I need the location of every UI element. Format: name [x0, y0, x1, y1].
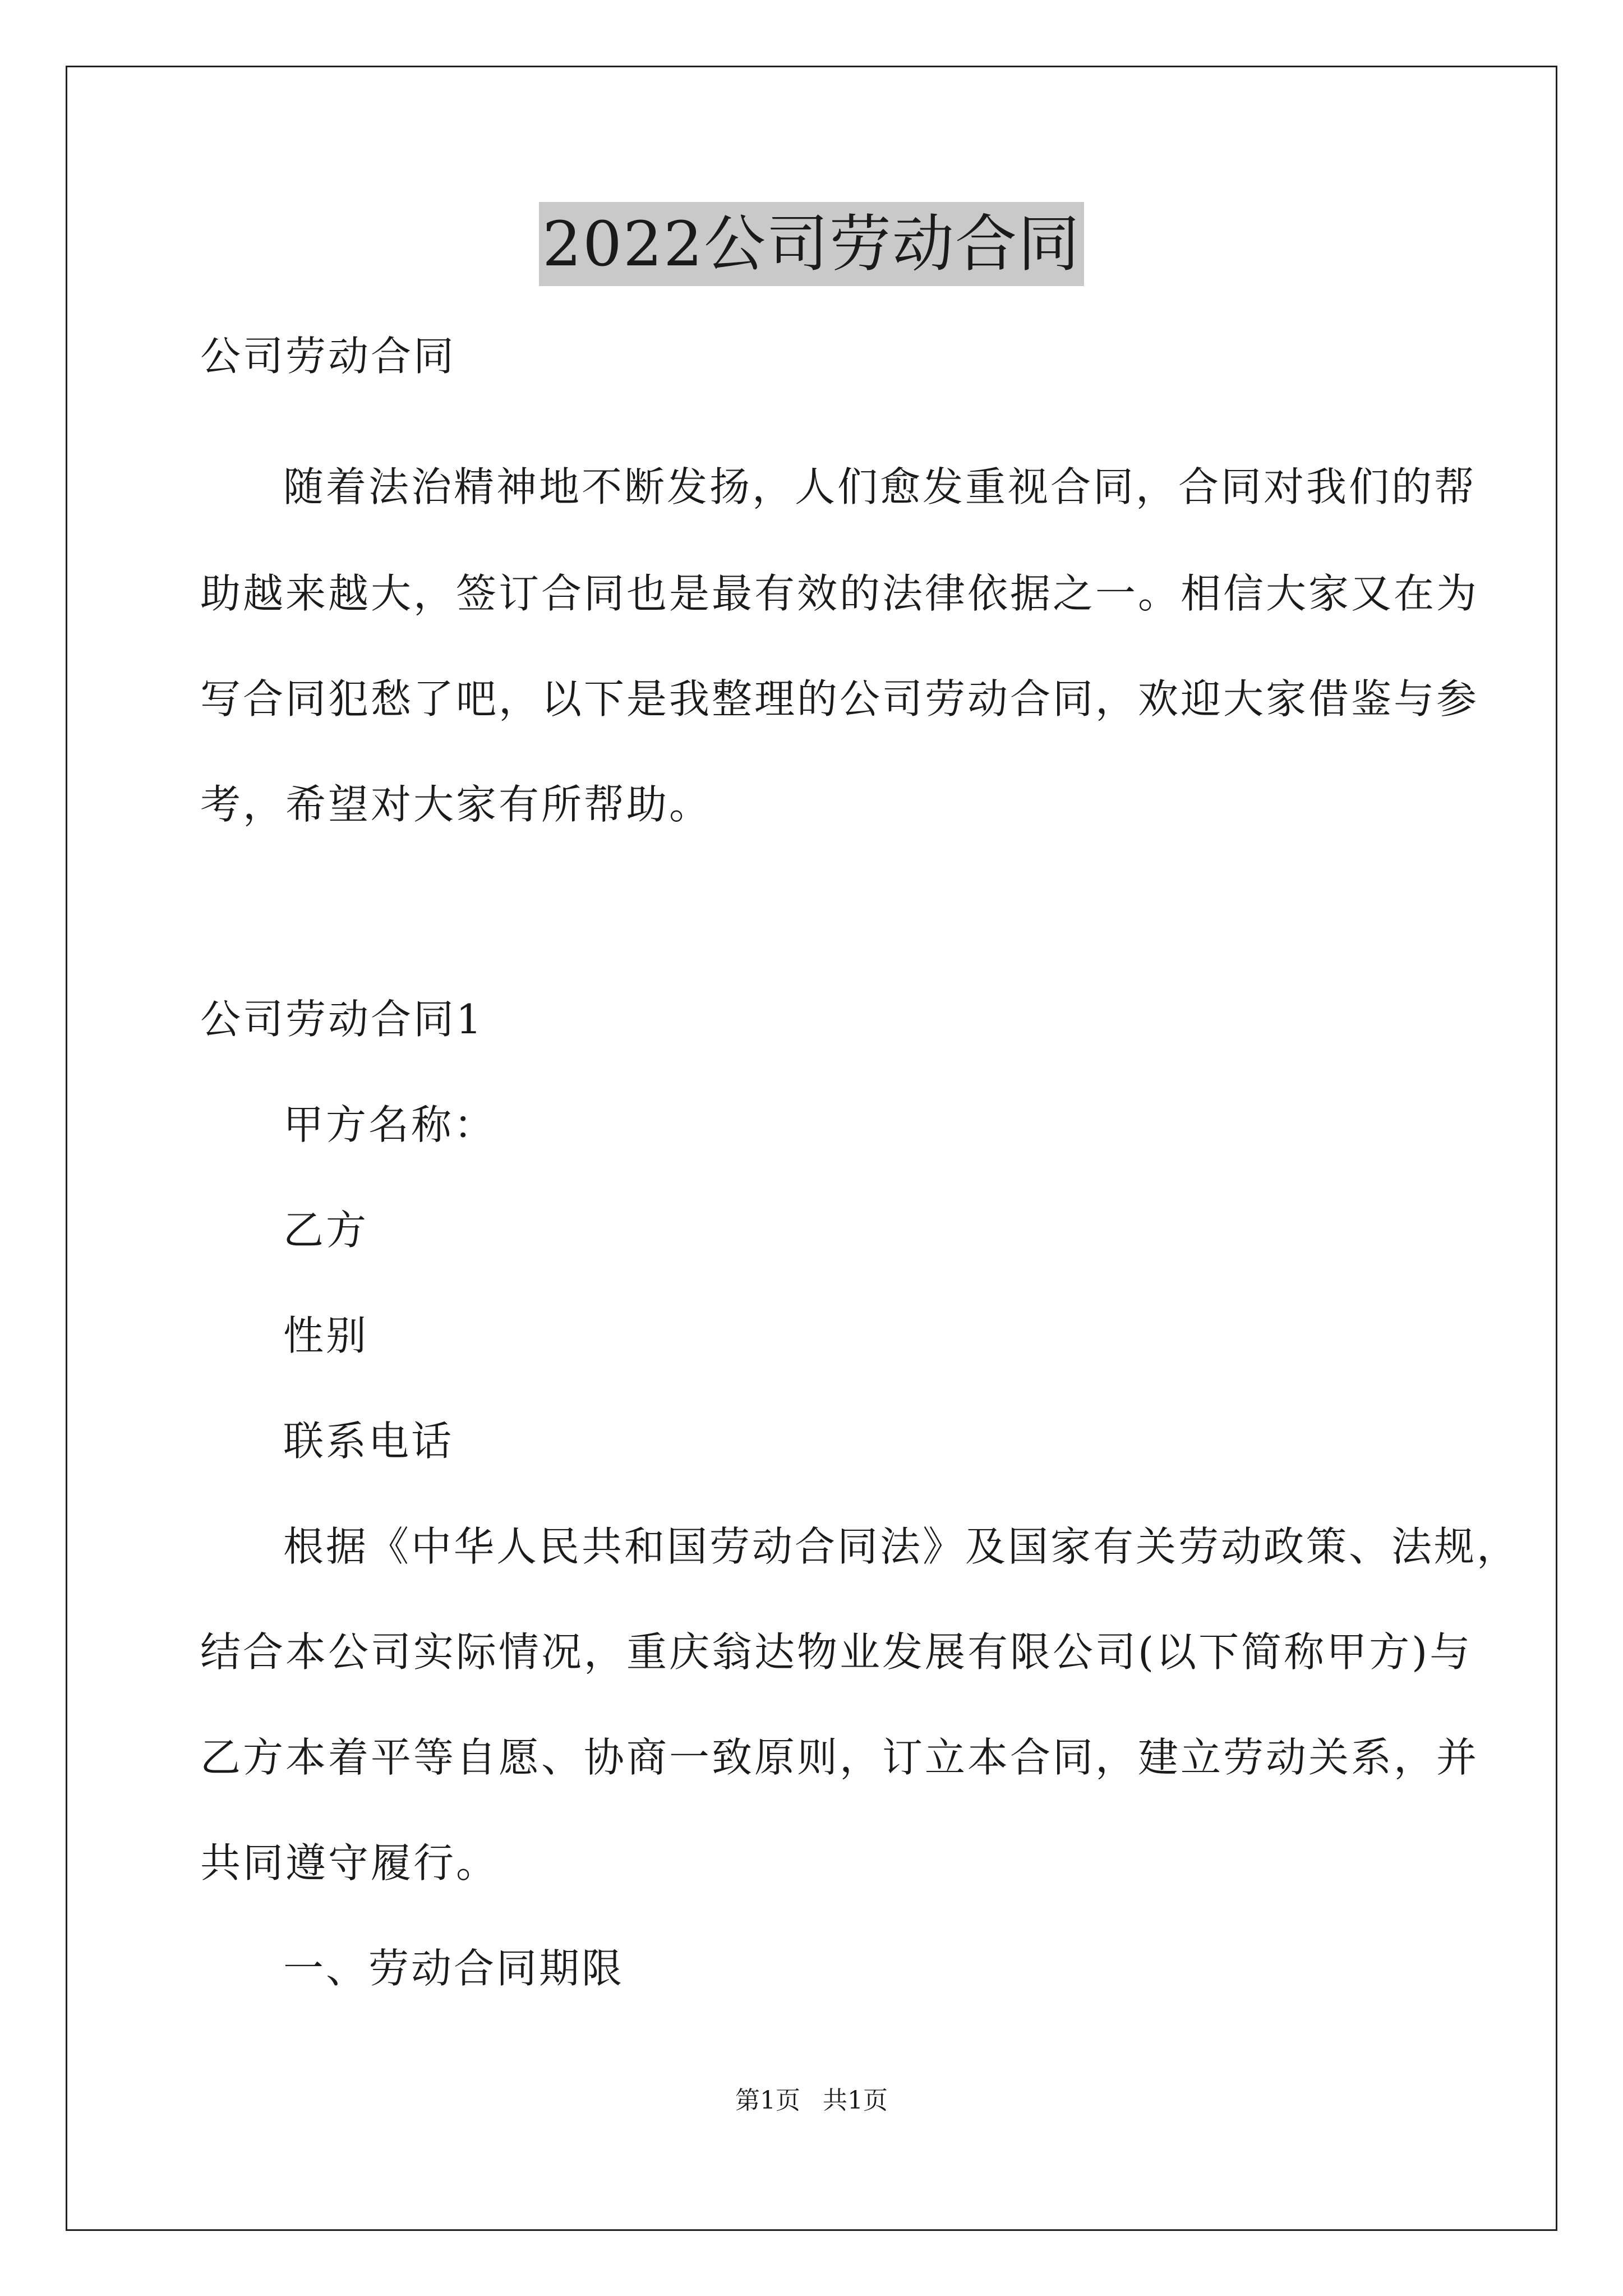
intro-paragraph-line: 考，希望对大家有所帮助。 — [200, 781, 712, 828]
intro-heading: 公司劳动合同 — [200, 333, 457, 380]
party-field-phone: 联系电话 — [283, 1418, 454, 1465]
page-number-current: 第1页 — [735, 2086, 800, 2115]
party-field-employer: 甲方名称： — [283, 1101, 497, 1148]
intro-paragraph-line: 随着法治精神地不断发扬，人们愈发重视合同，合同对我们的帮 — [283, 463, 1477, 510]
page-number-total: 共1页 — [823, 2086, 888, 2115]
contract-heading: 公司劳动合同1 — [200, 996, 484, 1043]
intro-paragraph-line: 助越来越大，签订合同也是最有效的法律依据之一。相信大家又在为 — [200, 570, 1479, 617]
basis-paragraph-line: 根据《中华人民共和国劳动合同法》及国家有关劳动政策、法规， — [283, 1523, 1520, 1570]
basis-paragraph-line: 乙方本着平等自愿、协商一致原则，订立本合同，建立劳动关系，并 — [200, 1734, 1479, 1781]
party-field-employee: 乙方 — [283, 1207, 369, 1254]
title-container — [0, 202, 1623, 286]
party-field-gender: 性别 — [283, 1312, 369, 1359]
section-heading: 一、劳动合同期限 — [283, 1945, 625, 1992]
page-footer — [0, 2084, 1623, 2118]
intro-paragraph-line: 写合同犯愁了吧，以下是我整理的公司劳动合同，欢迎大家借鉴与参 — [200, 675, 1479, 723]
document-title: 2022公司劳动合同 — [539, 202, 1084, 286]
basis-paragraph-line: 结合本公司实际情况，重庆翁达物业发展有限公司(以下简称甲方)与 — [200, 1628, 1473, 1676]
basis-paragraph-line: 共同遵守履行。 — [200, 1839, 499, 1887]
